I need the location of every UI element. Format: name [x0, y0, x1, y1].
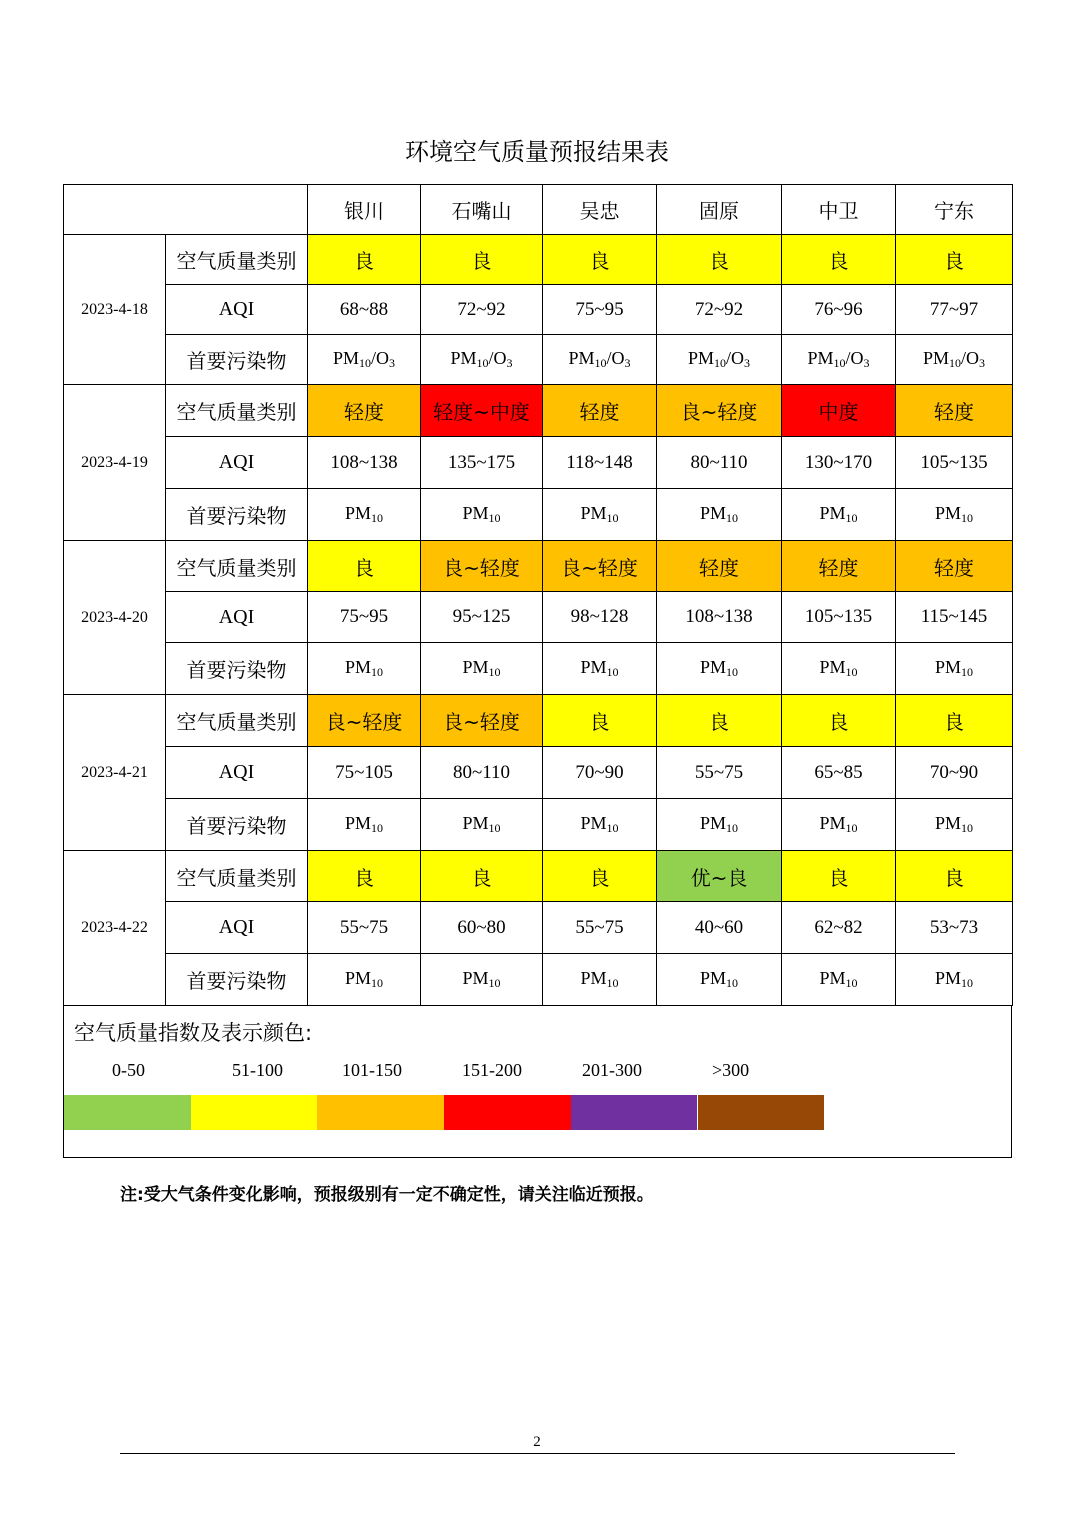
pollutant-cell: $PM_{10}$ [308, 954, 421, 1006]
pollutant-cell: $PM_{10}/O_3$ [308, 335, 421, 385]
legend-color-swatch [698, 1095, 825, 1130]
aqi-cell: 135~175 [421, 437, 543, 489]
row-label-category: 空气质量类别 [166, 695, 308, 747]
date-cell: 2023-4-22 [64, 851, 166, 1006]
pollutant-cell: $PM_{10}/O_3$ [657, 335, 782, 385]
aqi-cell: 55~75 [543, 902, 657, 954]
header-row [64, 185, 1013, 235]
aqi-cell: 115~145 [896, 592, 1013, 643]
category-cell: 轻度 [782, 541, 896, 592]
legend-color-swatch [64, 1095, 191, 1130]
aqi-cell: 65~85 [782, 747, 896, 799]
aqi-cell: 80~110 [421, 747, 543, 799]
row-label-pollutant: 首要污染物 [166, 489, 308, 541]
legend-area [63, 1005, 1012, 1158]
aqi-cell: 55~75 [657, 747, 782, 799]
pollutant-cell: $PM_{10}$ [657, 643, 782, 695]
category-cell: 良 [308, 235, 421, 285]
date-cell: 2023-4-18 [64, 235, 166, 385]
date-cell: 2023-4-21 [64, 695, 166, 851]
pollutant-cell: $PM_{10}$ [543, 643, 657, 695]
pollutant-cell: $PM_{10}$ [896, 954, 1013, 1006]
row-label-pollutant: 首要污染物 [166, 799, 308, 851]
category-cell: 轻度 [308, 385, 421, 437]
date-cell: 2023-4-20 [64, 541, 166, 695]
row-label-aqi: AQI [166, 285, 308, 335]
pollutant-cell: $PM_{10}$ [543, 489, 657, 541]
aqi-cell: 72~92 [421, 285, 543, 335]
category-cell: 良 [657, 695, 782, 747]
city-header: 石嘴山 [421, 185, 543, 235]
aqi-cell: 108~138 [657, 592, 782, 643]
row-label-aqi: AQI [166, 747, 308, 799]
category-cell: 良 [308, 851, 421, 902]
category-cell: 良 [543, 235, 657, 285]
category-cell: 中度 [782, 385, 896, 437]
aqi-cell: 75~95 [308, 592, 421, 643]
pollutant-cell: $PM_{10}$ [308, 799, 421, 851]
legend-range-label: 51-100 [232, 1060, 283, 1080]
aqi-cell: 55~75 [308, 902, 421, 954]
category-cell: 良 [782, 235, 896, 285]
page-number: 2 [533, 1434, 541, 1450]
aqi-cell: 76~96 [782, 285, 896, 335]
legend-color-swatch [444, 1095, 571, 1130]
pollutant-cell: $PM_{10}$ [782, 954, 896, 1006]
aqi-cell: 130~170 [782, 437, 896, 489]
table-row [64, 799, 1013, 851]
category-cell: 良 [543, 851, 657, 902]
row-label-category: 空气质量类别 [166, 851, 308, 902]
category-cell: 良 [782, 851, 896, 902]
category-cell: 轻度 [896, 385, 1013, 437]
footer-rule [120, 1453, 955, 1454]
category-cell: 良 [421, 851, 543, 902]
forecast-table [63, 184, 1013, 1006]
aqi-cell: 75~95 [543, 285, 657, 335]
legend-color-swatch [571, 1095, 698, 1130]
forecast-note: 注:受大气条件变化影响，预报级别有一定不确定性，请关注临近预报。 [120, 1185, 654, 1205]
category-cell: 优~良 [657, 851, 782, 902]
category-cell: 良~轻度 [421, 541, 543, 592]
pollutant-cell: $PM_{10}$ [657, 799, 782, 851]
category-cell: 良~轻度 [421, 695, 543, 747]
city-header: 固原 [657, 185, 782, 235]
table-row [64, 643, 1013, 695]
category-cell: 良 [543, 695, 657, 747]
pollutant-cell: $PM_{10}$ [543, 954, 657, 1006]
category-cell: 良 [896, 695, 1013, 747]
aqi-cell: 105~135 [782, 592, 896, 643]
legend-range-label: 0-50 [112, 1060, 145, 1080]
pollutant-cell: $PM_{10}$ [308, 489, 421, 541]
city-header: 银川 [308, 185, 421, 235]
pollutant-cell: $PM_{10}$ [421, 954, 543, 1006]
table-row [64, 437, 1013, 489]
aqi-cell: 40~60 [657, 902, 782, 954]
category-cell: 良 [782, 695, 896, 747]
category-cell: 轻度~中度 [421, 385, 543, 437]
legend-title: 空气质量指数及表示颜色: [74, 1021, 313, 1045]
pollutant-cell: $PM_{10}$ [657, 489, 782, 541]
category-cell: 良~轻度 [543, 541, 657, 592]
pollutant-cell: $PM_{10}$ [421, 489, 543, 541]
legend-range-label: 151-200 [462, 1060, 522, 1080]
aqi-cell: 118~148 [543, 437, 657, 489]
legend-range-label: 201-300 [582, 1060, 642, 1080]
table-row [64, 592, 1013, 643]
row-label-aqi: AQI [166, 592, 308, 643]
table-row [64, 489, 1013, 541]
table-row [64, 285, 1013, 335]
header-corner [64, 185, 308, 235]
row-label-category: 空气质量类别 [166, 541, 308, 592]
pollutant-cell: $PM_{10}$ [657, 954, 782, 1006]
aqi-cell: 75~105 [308, 747, 421, 799]
table-row [64, 902, 1013, 954]
page-title: 环境空气质量预报结果表 [405, 138, 669, 166]
table-row [64, 851, 1013, 902]
row-label-category: 空气质量类别 [166, 235, 308, 285]
category-cell: 良 [896, 851, 1013, 902]
pollutant-cell: $PM_{10}$ [896, 643, 1013, 695]
table-row [64, 385, 1013, 437]
category-cell: 良~轻度 [308, 695, 421, 747]
pollutant-cell: $PM_{10}$ [421, 643, 543, 695]
aqi-cell: 105~135 [896, 437, 1013, 489]
pollutant-cell: $PM_{10}$ [782, 489, 896, 541]
aqi-cell: 98~128 [543, 592, 657, 643]
aqi-cell: 70~90 [543, 747, 657, 799]
legend-range-label: 101-150 [342, 1060, 402, 1080]
table-row [64, 695, 1013, 747]
row-label-aqi: AQI [166, 437, 308, 489]
pollutant-cell: $PM_{10}/O_3$ [421, 335, 543, 385]
pollutant-cell: $PM_{10}$ [308, 643, 421, 695]
pollutant-cell: $PM_{10}$ [896, 489, 1013, 541]
category-cell: 轻度 [657, 541, 782, 592]
aqi-cell: 80~110 [657, 437, 782, 489]
category-cell: 良 [308, 541, 421, 592]
pollutant-cell: $PM_{10}$ [896, 799, 1013, 851]
pollutant-cell: $PM_{10}/O_3$ [543, 335, 657, 385]
aqi-cell: 72~92 [657, 285, 782, 335]
aqi-cell: 95~125 [421, 592, 543, 643]
table-row [64, 335, 1013, 385]
pollutant-cell: $PM_{10}/O_3$ [782, 335, 896, 385]
row-label-pollutant: 首要污染物 [166, 954, 308, 1006]
legend-color-swatch [191, 1095, 318, 1130]
pollutant-cell: $PM_{10}$ [543, 799, 657, 851]
table-row [64, 747, 1013, 799]
category-cell: 轻度 [543, 385, 657, 437]
table-row [64, 541, 1013, 592]
row-label-pollutant: 首要污染物 [166, 643, 308, 695]
category-cell: 轻度 [896, 541, 1013, 592]
category-cell: 良 [421, 235, 543, 285]
aqi-cell: 77~97 [896, 285, 1013, 335]
city-header: 宁东 [896, 185, 1013, 235]
pollutant-cell: $PM_{10}$ [782, 799, 896, 851]
table-row [64, 954, 1013, 1006]
pollutant-cell: $PM_{10}$ [782, 643, 896, 695]
aqi-cell: 68~88 [308, 285, 421, 335]
row-label-category: 空气质量类别 [166, 385, 308, 437]
category-cell: 良 [657, 235, 782, 285]
category-cell: 良~轻度 [657, 385, 782, 437]
aqi-cell: 108~138 [308, 437, 421, 489]
pollutant-cell: $PM_{10}/O_3$ [896, 335, 1013, 385]
row-label-pollutant: 首要污染物 [166, 335, 308, 385]
aqi-cell: 62~82 [782, 902, 896, 954]
legend-range-label: >300 [712, 1060, 750, 1080]
city-header: 中卫 [782, 185, 896, 235]
aqi-cell: 53~73 [896, 902, 1013, 954]
pollutant-cell: $PM_{10}$ [421, 799, 543, 851]
legend-color-swatch [317, 1095, 444, 1130]
city-header: 吴忠 [543, 185, 657, 235]
category-cell: 良 [896, 235, 1013, 285]
date-cell: 2023-4-19 [64, 385, 166, 541]
aqi-cell: 70~90 [896, 747, 1013, 799]
table-row [64, 235, 1013, 285]
aqi-cell: 60~80 [421, 902, 543, 954]
row-label-aqi: AQI [166, 902, 308, 954]
